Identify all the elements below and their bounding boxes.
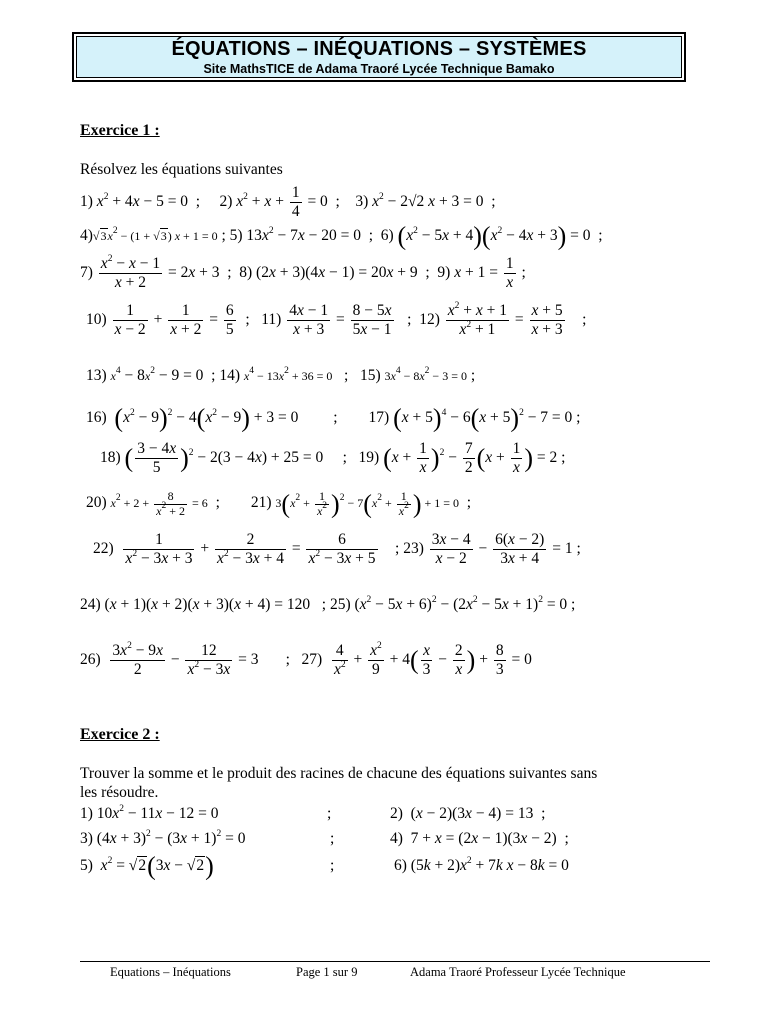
exercise-2-instruction-line1: Trouver la somme et le produit des racines de chacune des équations suivantes sans	[80, 765, 598, 782]
equation-line-13-15: 13) $x^4 - 8x^2 - 9 = 0$ ; 14) $x^4 - 13x^2 + 36 = 0$ ; 15) $3x^4 - 8x^2 - 3 = 0$ ;	[86, 366, 476, 384]
semicolon: ;	[330, 857, 335, 874]
document-title: ÉQUATIONS – INÉQUATIONS – SYSTÈMES	[171, 38, 587, 60]
semicolon: ;	[327, 805, 332, 822]
equation-line-24-25: 24) (x + 1)(x + 2)(x + 3)(x + 4) = 120 ; 25) $(x^2 - 5x + 6)^2 - (2x^2 - 5x + 1)^2 = 0$ ;	[80, 595, 576, 613]
equation-line-10-12: 10) $\frac{1}{x - 2}$ + $\frac{1}{x + 2}$ = $\frac{6}{5}$ ; 11) $\frac{4x - 1}{x + 3}$ = $\frac{8 - 5x}{5x - 1}$ ; 12) $\frac{x^2 + x + 1}{x^2 + 1}$ = $\frac{x + 5}{x + 3}$ ;	[86, 301, 587, 338]
exercise-1-instruction: Résolvez les équations suivantes	[80, 161, 283, 178]
footer-rule	[80, 961, 710, 962]
exercise-2-line-5: 5) $x^2 = √2(3x - √2)$	[80, 851, 214, 881]
exercise-2-line-3: 3) $(4x + 3)^2 - (3x + 1)^2 = 0$	[80, 829, 246, 847]
equation-line-4-6: $4)√3x^2 - (1 + √3)$ x + 1 = 0 ; 5) $13x^2 - 7x - 20 = 0$ ; 6) $(x^2 - 5x + 4)(x^2 - 4x + 3) = 0$ ;	[80, 221, 603, 251]
equation-line-20-21: 20) $x^2 + 2$ + $\frac{8}{x^2 + 2}$ = 6 ; 21) $3(x^2$ + $\frac{1}{x^2}$ )$^2 - 7(x^2$ + $\frac{1}{x^2}$ ) + 1 = 0 ;	[86, 489, 472, 519]
exercise-2-line-4: 4) 7 + x = (2x − 1)(3x − 2) ;	[390, 830, 569, 847]
semicolon: ;	[330, 830, 335, 847]
exercise-2-line-2: 2) (x − 2)(3x − 4) = 13 ;	[390, 805, 546, 822]
equation-line-1-3: 1) $x^2 + 4x - 5 = 0$ ; 2) $x^2 + x$ + $\frac{1}{4}$ = 0 ; 3) $x^2 - 2√2$ x + 3 = 0 ;	[80, 184, 496, 220]
equation-line-26-27: 26) $\frac{3x^2 - 9x}{2}$ − $\frac{12}{x^2 - 3x}$ = 3 ; 27) $\frac{4}{x^2}$ + $\frac{x^2}{9}$ + 4( $\frac{x}{3}$ − $\frac{2}{x}$ ) + $\frac{8}{3}$ = 0	[80, 641, 532, 678]
exercise-2-line-1: 1) $10x^2 - 11x - 12 = 0$	[80, 804, 219, 822]
equation-line-7-9: 7) $\frac{x^2 - x - 1}{x + 2}$ = 2x + 3 ; 8) (2x + 3)(4x − 1) = 20x + 9 ; 9) x + 1 = $\frac{1}{x}$ ;	[80, 254, 526, 291]
exercise-2-instruction-line2: les résoudre.	[80, 784, 159, 801]
equation-line-18-19: 18) ( $\frac{3 - 4x}{5}$ )$^2$ − 2(3 − 4x) + 25 = 0 ; 19) (x + $\frac{1}{x}$ )$^2$ − $\frac{7}{2}$ (x + $\frac{1}{x}$ ) = 2 ;	[100, 440, 566, 476]
document-subtitle: Site MathsTICE de Adama Traoré Lycée Technique Bamako	[203, 62, 555, 76]
document-header	[72, 32, 686, 82]
exercise-1-title: Exercice 1 :	[80, 122, 160, 139]
footer-page-number: Page 1 sur 9	[296, 965, 358, 979]
footer-left: Equations – Inéquations	[110, 965, 231, 979]
footer-right: Adama Traoré Professeur Lycée Technique	[410, 965, 626, 979]
equation-line-16-17: 16) $(x^2 - 9)^2 - 4(x^2 - 9) + 3 = 0$ ; 17) $(x + 5)^4 - 6(x + 5)^2 - 7 = 0$ ;	[86, 403, 581, 433]
exercise-2-line-6: 6) $(5k + 2)x^2 + 7k$ x − 8k = 0	[394, 856, 569, 874]
equation-line-22-23: 22) $\frac{1}{x^2 - 3x + 3}$ + $\frac{2}{x^2 - 3x + 4}$ = $\frac{6}{x^2 - 3x + 5}$ ; 23) $\frac{3x - 4}{x - 2}$ − $\frac{6(x - 2)}{3x + 4}$ = 1 ;	[93, 531, 581, 567]
exercise-2-title: Exercice 2 :	[80, 726, 160, 743]
